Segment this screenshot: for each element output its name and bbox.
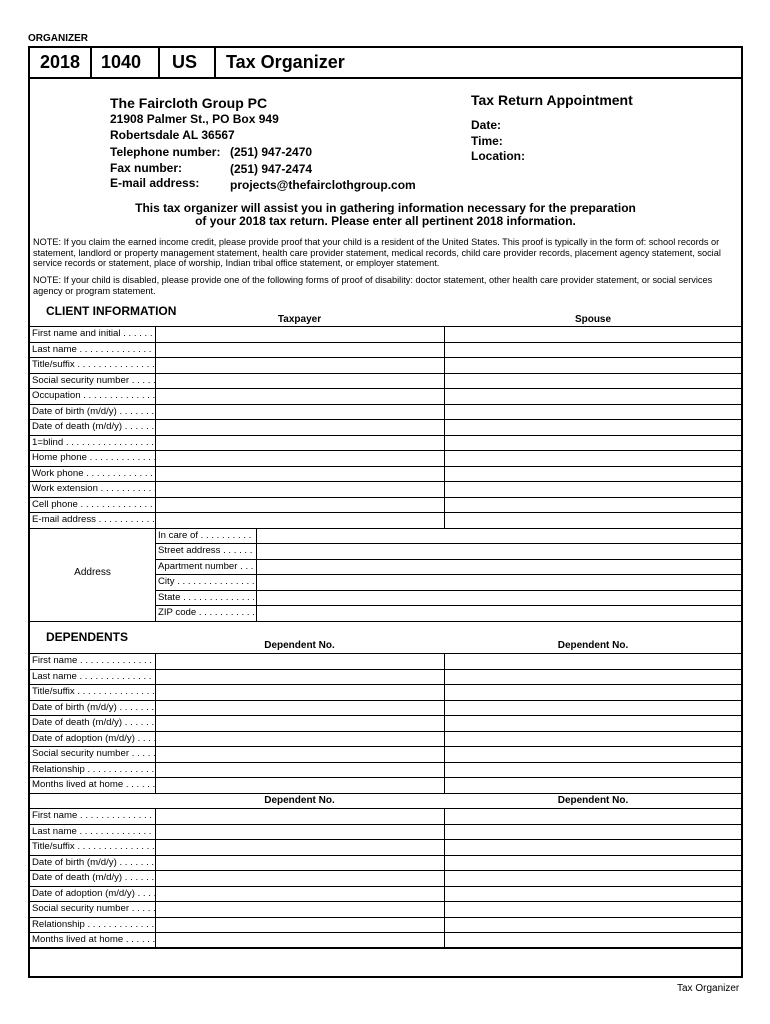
client-label: Date of death (m/d/y) . . . — [32, 419, 156, 434]
dependent-label: Social security number . . . — [32, 746, 156, 761]
note-disability: NOTE: If your child is disabled, please provide one of the following forms of proof of disability: doctor statement, other health care provider statement, or social services agency or program statement. — [33, 275, 713, 296]
dependent-field-right[interactable] — [445, 825, 747, 839]
client-field-left[interactable] — [156, 513, 449, 527]
email-label: E-mail address: — [110, 176, 200, 190]
dependent-label: Date of birth (m/d/y) . . . — [32, 855, 156, 870]
header-divider — [90, 46, 92, 77]
dependent-field-left[interactable] — [156, 840, 449, 854]
client-label: Social security number . . . — [32, 373, 156, 388]
address-field[interactable] — [257, 529, 747, 543]
client-section-title: CLIENT INFORMATION — [46, 304, 177, 318]
intro-line-2: of your 2018 tax return. Please enter all pertinent 2018 information. — [195, 214, 576, 228]
dependent-label: Months lived at home . . . — [32, 932, 156, 947]
client-label: Work extension . . . — [32, 481, 156, 496]
dependent-label: Date of birth (m/d/y) . . . — [32, 700, 156, 715]
dependent-col-line — [155, 653, 156, 793]
appointment-time-label: Time: — [471, 134, 503, 148]
dependent-row-line — [30, 948, 742, 949]
client-field-right[interactable] — [445, 343, 747, 357]
dependent-field-right[interactable] — [445, 670, 747, 684]
client-field-right[interactable] — [445, 420, 747, 434]
client-field-left[interactable] — [156, 467, 449, 481]
country-code: US — [172, 52, 198, 72]
dependent-label: First name . . . — [32, 808, 156, 823]
client-field-left[interactable] — [156, 374, 449, 388]
dependent-row-line — [30, 793, 742, 794]
dependent-label: Date of adoption (m/d/y) . . . — [32, 731, 156, 746]
form-title: Tax Organizer — [226, 52, 345, 72]
dependent-field-right[interactable] — [445, 902, 747, 916]
address-field[interactable] — [257, 606, 747, 620]
organizer-label: ORGANIZER — [28, 33, 88, 44]
note-eic: NOTE: If you claim the earned income credit, please provide proof that your child is a resident of the United States. This proof is typically in the form of: school records or statement, landlord or property management statement, health care provider statement, medical records, child care provider records, placement agency statement, social service records or statement, place of worship, Indian tribal office statement, or employer statement. — [33, 237, 721, 268]
appointment-date-label: Date: — [471, 118, 502, 132]
tax-year: 2018 — [40, 52, 81, 72]
firm-address-line1: 21908 Palmer St., PO Box 949 — [110, 112, 279, 126]
client-field-right[interactable] — [445, 498, 747, 512]
dependent-label: Relationship . . . — [32, 917, 156, 932]
client-field-right[interactable] — [445, 374, 747, 388]
dependent-label: Months lived at home . . . — [32, 777, 156, 792]
address-field[interactable] — [257, 575, 747, 589]
address-sublabel: Street address . . . — [158, 543, 254, 558]
address-bottom-line — [30, 621, 742, 622]
client-field-left[interactable] — [156, 498, 449, 512]
dependent-field-left[interactable] — [156, 732, 449, 746]
address-field[interactable] — [257, 560, 747, 574]
appointment-location-label: Location: — [471, 149, 525, 163]
client-field-right[interactable] — [445, 513, 747, 527]
phone-value: (251) 947-2470 — [230, 145, 313, 159]
client-field-right[interactable] — [445, 358, 747, 372]
dependent-field-left[interactable] — [156, 871, 449, 885]
dependent-label: Relationship . . . — [32, 762, 156, 777]
client-field-left[interactable] — [156, 420, 449, 434]
spouse-column-header: Spouse — [574, 314, 612, 325]
dependent-field-left[interactable] — [156, 778, 449, 792]
dependent-1-column-header: Dependent No. — [264, 640, 335, 651]
dependent-field-right[interactable] — [445, 856, 747, 870]
dependent-field-right[interactable] — [445, 763, 747, 777]
dependent-field-right[interactable] — [445, 716, 747, 730]
dependent-label: Title/suffix . . . — [32, 684, 156, 699]
dependent-field-right[interactable] — [445, 840, 747, 854]
client-field-left[interactable] — [156, 436, 449, 450]
dependent-label: Date of death (m/d/y) . . . — [32, 715, 156, 730]
header-divider — [158, 46, 160, 77]
client-label: E-mail address . . . — [32, 512, 156, 527]
address-col-line — [256, 528, 257, 621]
taxpayer-column-header: Taxpayer — [277, 314, 322, 325]
dependent-field-right[interactable] — [445, 887, 747, 901]
dependent-field-right[interactable] — [445, 809, 747, 823]
dependents-section-title: DEPENDENTS — [46, 630, 129, 644]
client-field-right[interactable] — [445, 482, 747, 496]
address-col-line — [155, 528, 156, 621]
client-label: 1=blind . . . — [32, 435, 156, 450]
dependent-label: Last name . . . — [32, 669, 156, 684]
fax-value: (251) 947-2474 — [230, 162, 313, 176]
client-col-line — [155, 326, 156, 528]
dependent-field-right[interactable] — [445, 918, 747, 932]
dependent-field-left[interactable] — [156, 918, 449, 932]
dependent-col-line — [155, 808, 156, 948]
dependent-label: First name . . . — [32, 653, 156, 668]
dependent-field-right[interactable] — [445, 654, 747, 668]
firm-address-line2: Robertsdale AL 36567 — [110, 128, 235, 142]
address-sublabel: State . . . — [158, 590, 254, 605]
phone-label: Telephone number: — [110, 145, 221, 159]
dependent-field-left[interactable] — [156, 701, 449, 715]
intro-line-1: This tax organizer will assist you in gathering information necessary for the preparation — [135, 201, 636, 215]
client-label: Cell phone . . . — [32, 497, 156, 512]
dependent-field-right[interactable] — [445, 778, 747, 792]
client-field-left[interactable] — [156, 405, 449, 419]
client-label: Title/suffix . . . — [32, 357, 156, 372]
dependent-label: Date of adoption (m/d/y) . . . — [32, 886, 156, 901]
client-field-left[interactable] — [156, 358, 449, 372]
dependent-field-left[interactable] — [156, 933, 449, 947]
address-field[interactable] — [257, 591, 747, 605]
client-label: Date of birth (m/d/y) . . . — [32, 404, 156, 419]
client-field-right[interactable] — [445, 436, 747, 450]
dependent-field-right[interactable] — [445, 701, 747, 715]
client-field-right[interactable] — [445, 467, 747, 481]
dependent-field-left[interactable] — [156, 825, 449, 839]
dependent-label: Date of death (m/d/y) . . . — [32, 870, 156, 885]
client-field-left[interactable] — [156, 327, 449, 341]
form-number: 1040 — [101, 52, 142, 72]
dependent-field-left[interactable] — [156, 670, 449, 684]
dependent-label: Title/suffix . . . — [32, 839, 156, 854]
dependent-label: Social security number . . . — [32, 901, 156, 916]
client-label: Work phone . . . — [32, 466, 156, 481]
address-sublabel: In care of . . . — [158, 528, 254, 543]
client-field-right[interactable] — [445, 389, 747, 403]
appointment-title: Tax Return Appointment — [471, 92, 633, 108]
client-label: Home phone . . . — [32, 450, 156, 465]
dependent-field-right[interactable] — [445, 747, 747, 761]
client-field-left[interactable] — [156, 451, 449, 465]
client-field-left[interactable] — [156, 482, 449, 496]
client-label: First name and initial . . . — [32, 326, 156, 341]
dependent-field-right[interactable] — [445, 685, 747, 699]
client-field-right[interactable] — [445, 327, 747, 341]
dependent-field-left[interactable] — [156, 716, 449, 730]
client-label: Last name . . . — [32, 342, 156, 357]
dependent-label: Last name . . . — [32, 824, 156, 839]
dependent-field-left[interactable] — [156, 809, 449, 823]
client-field-left[interactable] — [156, 343, 449, 357]
dependent-field-left[interactable] — [156, 902, 449, 916]
dependent-col-line — [444, 653, 445, 793]
client-col-line — [444, 326, 445, 528]
email-value[interactable]: projects@thefairclothgroup.com — [230, 178, 416, 192]
dependent-field-left[interactable] — [156, 747, 449, 761]
dependent-field-right[interactable] — [445, 871, 747, 885]
address-field[interactable] — [257, 544, 747, 558]
dependent-3-column-header: Dependent No. — [264, 795, 335, 806]
header-divider — [214, 46, 216, 77]
dependent-2-column-header: Dependent No. — [557, 640, 629, 651]
dependent-field-right[interactable] — [445, 933, 747, 947]
dependent-field-left[interactable] — [156, 763, 449, 777]
dependent-col-line — [444, 808, 445, 948]
dependent-4-column-header: Dependent No. — [557, 795, 629, 806]
footer-label: Tax Organizer — [677, 983, 740, 994]
fax-label: Fax number: — [110, 161, 183, 175]
form-header — [28, 46, 743, 79]
client-field-left[interactable] — [156, 389, 449, 403]
firm-name: The Faircloth Group PC — [110, 95, 268, 111]
address-sublabel: City . . . — [158, 574, 254, 589]
client-field-right[interactable] — [445, 451, 747, 465]
client-label: Occupation . . . — [32, 388, 156, 403]
dependent-field-left[interactable] — [156, 887, 449, 901]
dependent-field-left[interactable] — [156, 654, 449, 668]
address-label: Address — [74, 567, 111, 578]
address-sublabel: ZIP code . . . — [158, 605, 254, 620]
dependent-field-left[interactable] — [156, 685, 449, 699]
address-sublabel: Apartment number . . . — [158, 559, 254, 574]
dependent-field-right[interactable] — [445, 732, 747, 746]
dependent-field-left[interactable] — [156, 856, 449, 870]
client-field-right[interactable] — [445, 405, 747, 419]
